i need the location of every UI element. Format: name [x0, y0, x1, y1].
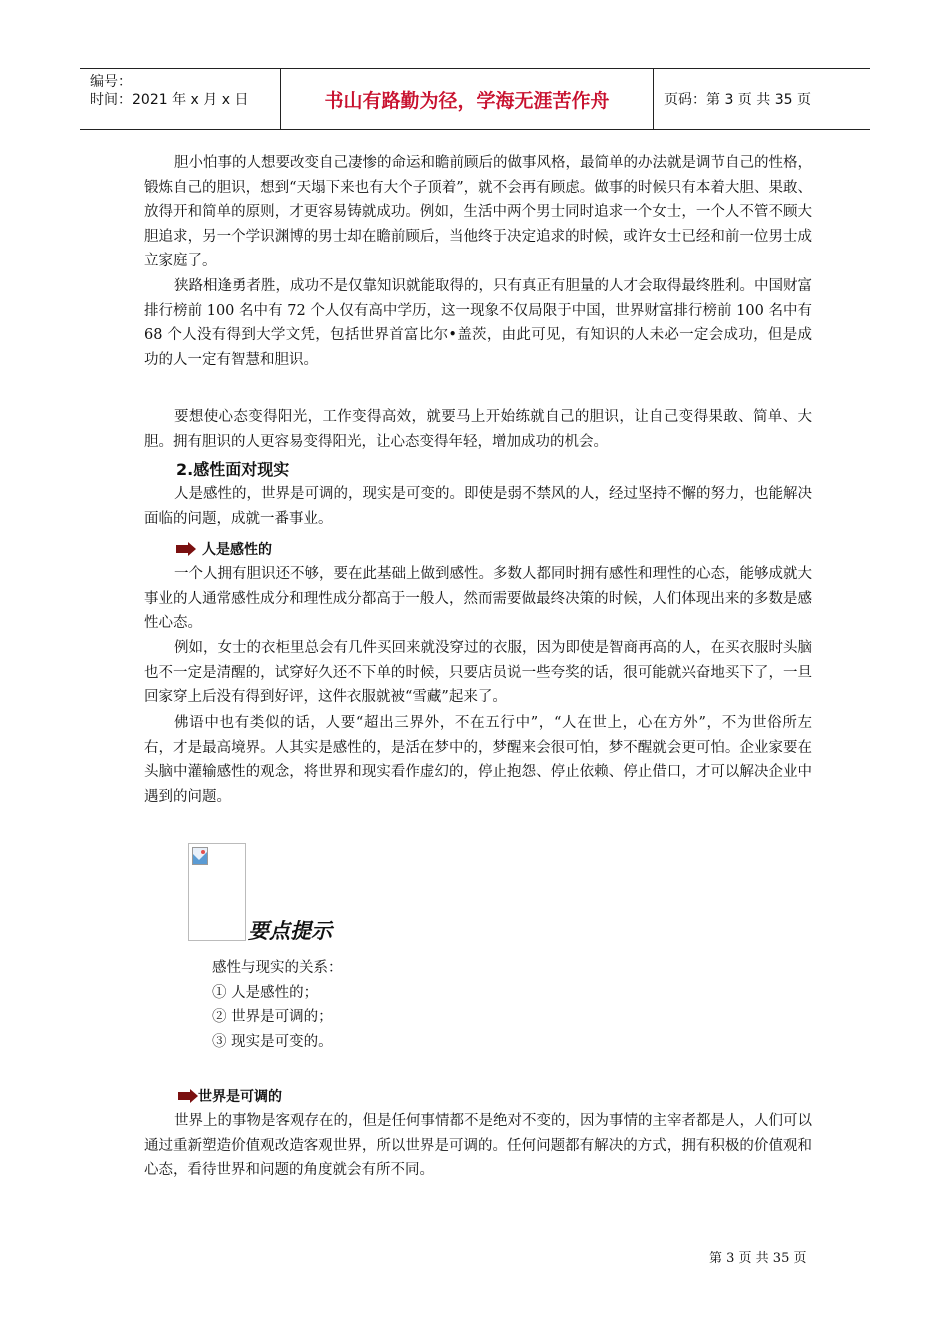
paragraph-wardrobe-example: 例如，女士的衣柜里总会有几件买回来就没穿过的衣服，因为即使是智商再高的人，在买衣服时头脑也不一定是清醒的，试穿好久还不下单的时候，只要店员说一些夸奖的话，很可能就兴奋地买下了，一旦回家穿上后没有得到好评，这件衣服就被“雪藏”起来了。 [144, 640, 812, 705]
header-left-cell [80, 69, 281, 129]
header-motto: 书山有路勤为径，学海无涯苦作舟 [324, 89, 610, 112]
paragraph-courage-not-enough: 一个人拥有胆识还不够，要在此基础上做到感性。多数人都同时拥有感性和理性的心态，能够成就大事业的人通常感性成分和理性成分都高于一般人，然而需要做最终决策的时候，人们体现出来的多数是感性心态。 [144, 566, 812, 631]
image-placeholder [188, 843, 246, 941]
paragraph-brave-wins: 狭路相逢勇者胜，成功不是仅靠知识就能取得的，只有真正有胆量的人才会取得最终胜利。中国财富排行榜前 100 名中有 72 个人仅有高中学历，这一现象不仅局限于中国，世界财富排行榜前 100 名中有 68 个人没有得到大学文凭，包括世界首富比尔•盖茨，由此可见，有知识的人未必一定会成功，但是成功的人一定有智慧和胆识。 [144, 278, 812, 368]
paragraph-sunny-mindset: 要想使心态变得阳光，工作变得高效，就要马上开始练就自己的胆识，让自己变得果敢、简单、大胆。拥有胆识的人更容易变得阳光，让心态变得年轻，增加成功的机会。 [144, 409, 812, 450]
header-motto-cell [281, 69, 654, 129]
section-heading: 2.感性面对现实 [176, 460, 290, 479]
paragraph-intro-emotional: 人是感性的，世界是可调的，现实是可变的。即使是弱不禁风的人，经过坚持不懈的努力，也能解决面临的问题，成就一番事业。 [144, 486, 812, 527]
broken-image-icon [192, 847, 208, 865]
subheading-label: 世界是可调的 [198, 1089, 282, 1105]
document-number-label: 编号： [90, 74, 132, 90]
tip-item: ② 世界是可调的； [212, 1009, 333, 1025]
page-header [80, 68, 870, 130]
subheading-people-emotional [176, 539, 272, 559]
paragraph-world-adjustable: 世界上的事物是客观存在的，但是任何事情都不是绝对不变的，因为事情的主宰者都是人，人们可以通过重新塑造价值观改造客观世界，所以世界是可调的。任何问题都有解决的方式，拥有积极的价值观和心态，看待世界和问题的角度就会有所不同。 [144, 1113, 812, 1178]
header-page-cell [654, 69, 870, 129]
arrow-bullet-icon [178, 1089, 198, 1103]
header-page-code: 页码：第 3 页 共 35 页 [664, 92, 811, 108]
arrow-bullet-icon [176, 542, 196, 556]
tip-item: ③ 现实是可变的。 [212, 1034, 333, 1050]
tip-item: ① 人是感性的； [212, 985, 319, 1001]
paragraph-courage: 胆小怕事的人想要改变自己凄惨的命运和瞻前顾后的做事风格，最简单的办法就是调节自己的性格，锻炼自己的胆识，想到“天塌下来也有大个子顶着”，就不会再有顾虑。做事的时候只有本着大胆、果敢、放得开和简单的原则，才更容易铸就成功。例如，生活中两个男士同时追求一个女士，一个人不管不顾大胆追求，另一个学识渊博的男士却在瞻前顾后，当他终于决定追求的时候，或许女士已经和前一位男士成立家庭了。 [144, 155, 812, 269]
paragraph-buddhist-saying: 佛语中也有类似的话，人要“超出三界外，不在五行中”，“人在世上，心在方外”，不为世俗所左右，才是最高境界。人其实是感性的，是活在梦中的，梦醒来会很可怕，梦不醒就会更可怕。企业家要在头脑中灌输感性的观念，将世界和现实看作虚幻的，停止抱怨、停止依赖、停止借口，才可以解决企业中遇到的问题。 [144, 715, 812, 805]
tip-intro: 感性与现实的关系： [212, 960, 343, 976]
tip-title: 要点提示 [248, 918, 332, 943]
page-footer: 第 3 页 共 35 页 [709, 1251, 807, 1266]
document-date: 时间：2021 年 x 月 x 日 [90, 92, 249, 108]
subheading-label: 人是感性的 [202, 542, 272, 558]
subheading-world-adjustable [178, 1086, 282, 1106]
